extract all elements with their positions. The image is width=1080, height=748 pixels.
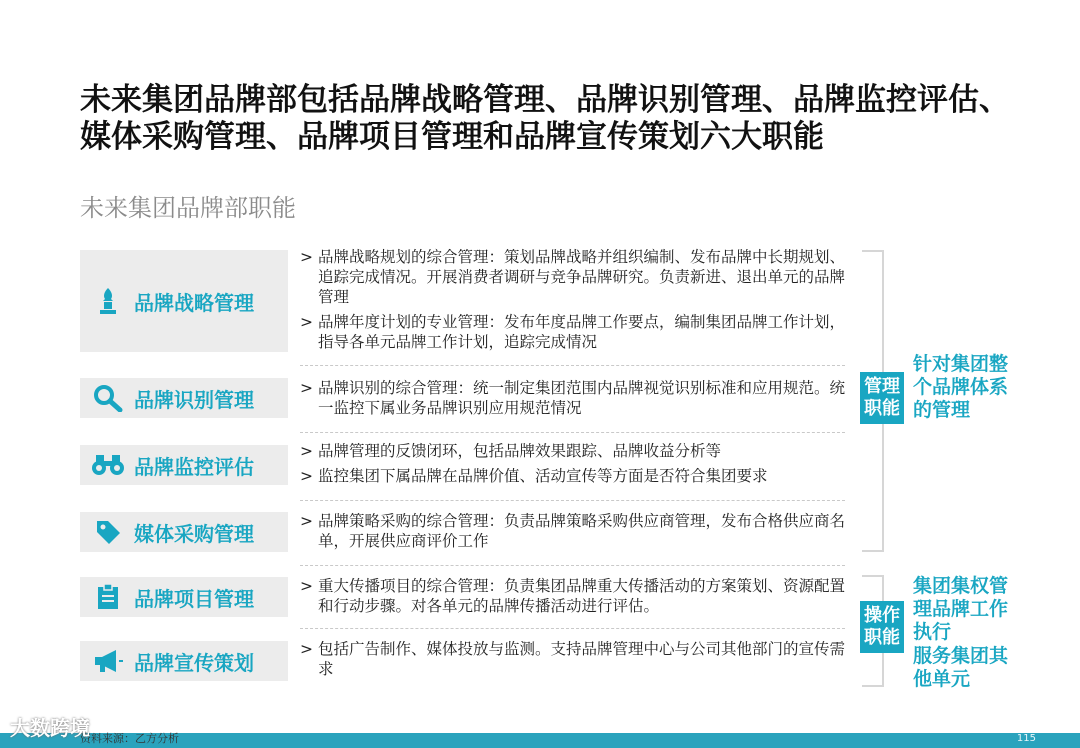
description-project [300, 576, 845, 621]
operation-description-2: 服务集团其他单元 [913, 645, 1009, 690]
bullet-arrow: > [300, 512, 313, 530]
list-item: > 监控集团下属品牌在品牌价值、活动宣传等方面是否符合集团要求 [300, 467, 768, 485]
description-promotion [300, 639, 845, 684]
list-item: > 品牌年度计划的专业管理：发布年度品牌工作要点，编制集团品牌工作计划，指导各单元品牌工作计划，追踪完成情况 [300, 313, 846, 351]
list-item: > 品牌战略规划的综合管理：策划品牌战略并组织编制、发布品牌中长期规划、追踪完成情况。开展消费者调研与竞争品牌研究。负责新进、退出单元的品牌管理 [300, 248, 846, 306]
description-identity [300, 378, 845, 423]
list-item: > 重大传播项目的综合管理：负责集团品牌重大传播活动的方案策划、资源配置和行动步骤。对各单元的品牌传播活动进行评估。 [300, 577, 846, 615]
function-label: 品牌宣传策划 [134, 650, 254, 675]
list-item: > 品牌策略采购的综合管理：负责品牌策略采购供应商管理，发布合格供应商名单，开展供应商评价工作 [300, 512, 846, 550]
operation-badge: 操作 职能 [860, 601, 904, 653]
bullet-arrow: > [300, 442, 313, 460]
function-box-media [80, 512, 288, 552]
function-box-monitor [80, 445, 288, 485]
megaphone-icon [88, 648, 128, 674]
divider [300, 432, 845, 433]
chess-bishop-icon [88, 286, 128, 316]
divider [300, 628, 845, 629]
page-number: 115 [1016, 733, 1036, 744]
bullet-arrow: > [300, 640, 313, 658]
binoculars-icon [88, 453, 128, 477]
source-note: 资料来源：乙方分析 [80, 732, 179, 745]
divider [300, 565, 845, 566]
management-description: 针对集团整个品牌体系的管理 [913, 353, 1009, 421]
function-box-promotion [80, 641, 288, 681]
tag-icon [88, 518, 128, 546]
bullet-arrow: > [300, 313, 313, 331]
page-title: 未来集团品牌部包括品牌战略管理、品牌识别管理、品牌监控评估、媒体采购管理、品牌项目管理和品牌宣传策划六大职能 [80, 82, 1010, 155]
function-box-identity [80, 378, 288, 418]
function-label: 品牌监控评估 [134, 454, 254, 479]
function-label: 媒体采购管理 [134, 521, 254, 546]
list-item: > 包括广告制作、媒体投放与监测。支持品牌管理中心与公司其他部门的宣传需求 [300, 640, 846, 678]
divider [300, 500, 845, 501]
function-label: 品牌项目管理 [134, 586, 254, 611]
bullet-arrow: > [300, 379, 313, 397]
function-box-strategy [80, 250, 288, 352]
bullet-arrow: > [300, 467, 313, 485]
function-label: 品牌战略管理 [134, 290, 254, 315]
clipboard-icon [88, 583, 128, 611]
watermark-logo: 大数跨境 [10, 716, 90, 740]
bullet-arrow: > [300, 248, 313, 266]
list-item: > 品牌识别的综合管理：统一制定集团范围内品牌视觉识别标准和应用规范。统一监控下属业务品牌识别应用规范情况 [300, 379, 846, 417]
description-monitor [300, 441, 845, 491]
description-strategy [300, 247, 845, 357]
description-media [300, 511, 845, 556]
list-item: > 品牌管理的反馈闭环，包括品牌效果跟踪、品牌收益分析等 [300, 442, 722, 460]
function-label: 品牌识别管理 [134, 387, 254, 412]
function-box-project [80, 577, 288, 617]
divider [300, 365, 845, 366]
operation-description-1: 集团集权管理品牌工作执行 [913, 575, 1009, 643]
bullet-arrow: > [300, 577, 313, 595]
magnifier-icon [88, 384, 128, 412]
page-subtitle: 未来集团品牌部职能 [80, 194, 296, 222]
management-badge: 管理 职能 [860, 372, 904, 424]
